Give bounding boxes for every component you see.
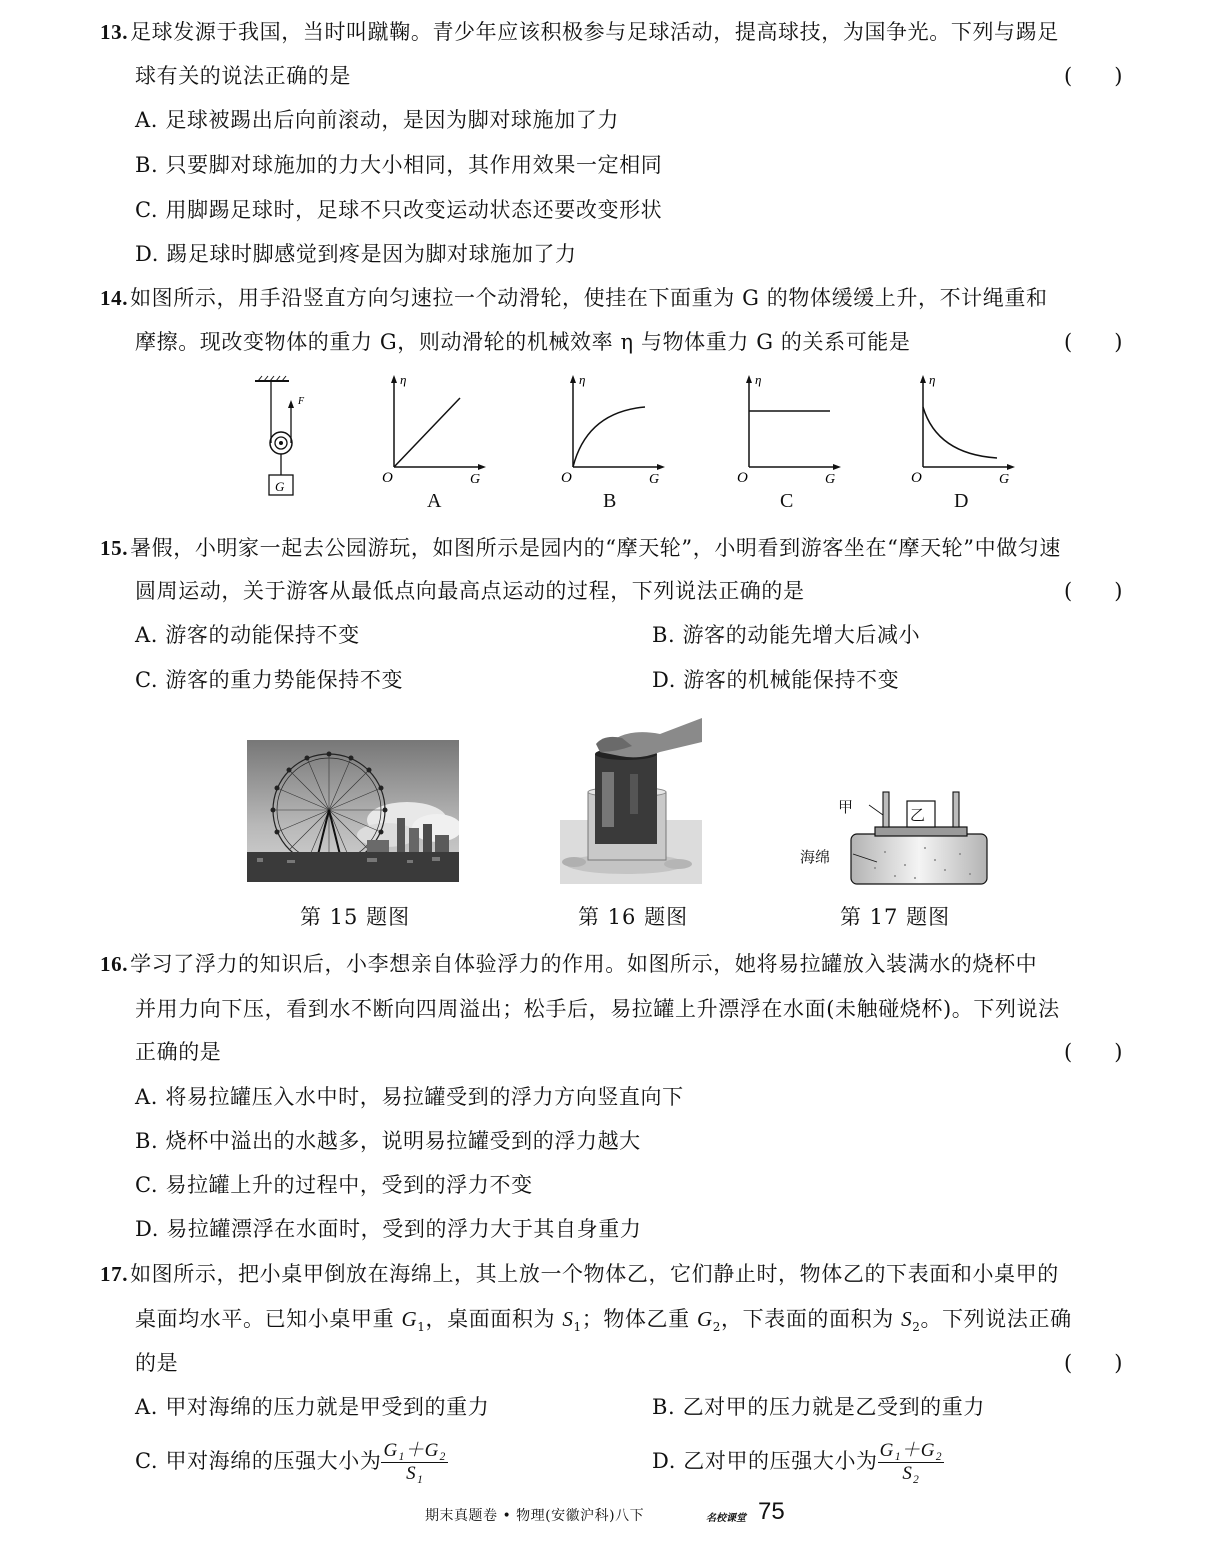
graph-d <box>907 372 1019 487</box>
graph-c <box>733 372 845 487</box>
graph-a <box>378 372 490 487</box>
fig15-caption: 第 15 题图 <box>300 905 411 929</box>
q16-option-d: D. 易拉罐漂浮在水面时，受到的浮力大于其自身重力 <box>135 1217 642 1241</box>
fig17-label-jia: 甲 <box>838 798 854 816</box>
graph-a-x-label: G <box>470 472 481 487</box>
ferris-wheel-photo <box>247 740 459 882</box>
q13-option-b: B. 只要脚对球施加的力大小相同，其作用效果一定相同 <box>135 153 663 177</box>
q13-line1 <box>100 18 1059 46</box>
q17-text2a: 桌面均水平。已知小桌甲重 <box>135 1307 402 1331</box>
q15-line1 <box>100 534 1061 562</box>
q15-number: 15. <box>100 536 129 560</box>
graph-c-origin: O <box>737 470 748 486</box>
q17-option-d-numerator: G₁＋G₂ <box>879 1440 943 1461</box>
graph-c-x-label: G <box>825 472 836 487</box>
fig17-caption: 第 17 题图 <box>840 905 951 929</box>
q17-option-d-fraction <box>878 1440 945 1485</box>
q17-sub-s1: 1 <box>573 1320 582 1335</box>
q17-text2e: 。下列说法正确 <box>920 1307 1072 1331</box>
q16-line2: 并用力向下压，看到水不断向四周溢出；松手后，易拉罐上升漂浮在水面(未触碰烧杯)。下列说法 <box>135 997 1060 1021</box>
graph-b-x-label: G <box>649 472 660 487</box>
q17-option-d-text: D. 乙对甲的压强大小为 <box>652 1449 878 1473</box>
q13-line2: 球有关的说法正确的是 <box>135 64 351 88</box>
q15-line2: 圆周运动，关于游客从最低点向最高点运动的过程，下列说法正确的是 <box>135 579 805 603</box>
graph-b-letter: B <box>603 490 617 512</box>
graph-d-y-label: η <box>929 372 936 387</box>
q17-number: 17. <box>100 1262 129 1286</box>
q14-number: 14. <box>100 286 129 310</box>
q17-option-a: A. 甲对海绵的压力就是甲受到的重力 <box>135 1395 490 1419</box>
q16-number: 16. <box>100 952 129 976</box>
q14-line1 <box>100 284 1048 312</box>
q16-line1 <box>100 950 1037 978</box>
pulley-force-label: F <box>298 396 305 407</box>
graph-c-letter: C <box>780 490 794 512</box>
can-in-beaker-photo <box>560 712 702 884</box>
q16-option-a: A. 将易拉罐压入水中时，易拉罐受到的浮力方向竖直向下 <box>135 1085 684 1109</box>
q17-option-b: B. 乙对甲的压力就是乙受到的重力 <box>652 1395 985 1419</box>
q17-text2b: ，桌面面积为 <box>425 1307 563 1331</box>
footer-brand-logo: 名校课堂 <box>706 1513 746 1524</box>
q17-option-c <box>135 1440 448 1485</box>
q15-option-c: C. 游客的重力势能保持不变 <box>135 668 404 692</box>
q17-option-d-denominator: S₂ <box>902 1463 920 1484</box>
graph-d-letter: D <box>954 490 969 512</box>
q14-answer-paren: ( ) <box>1064 330 1123 354</box>
q13-text1: 足球发源于我国，当时叫蹴鞠。青少年应该积极参与足球活动，提高球技，为国争光。下列与踢足 <box>130 20 1059 44</box>
q17-text2d: ，下表面的面积为 <box>721 1307 902 1331</box>
pulley-figure <box>245 375 315 500</box>
q17-text1: 如图所示，把小桌甲倒放在海绵上，其上放一个物体乙，它们静止时，物体乙的下表面和小桌甲的 <box>130 1262 1059 1286</box>
q16-answer-paren: ( ) <box>1064 1040 1123 1064</box>
fig17-label-sponge: 海绵 <box>800 848 831 866</box>
q17-option-d <box>652 1440 944 1485</box>
graph-a-letter: A <box>427 490 442 512</box>
graph-d-x-label: G <box>999 472 1010 487</box>
q13-answer-paren: ( ) <box>1064 64 1123 88</box>
graph-b-origin: O <box>561 470 572 486</box>
q16-option-c: C. 易拉罐上升的过程中，受到的浮力不变 <box>135 1173 533 1197</box>
q14-line2: 摩擦。现改变物体的重力 G，则动滑轮的机械效率 η 与物体重力 G 的关系可能是 <box>135 330 911 354</box>
q16-line3: 正确的是 <box>135 1040 222 1064</box>
q17-answer-paren: ( ) <box>1064 1351 1123 1375</box>
fig17-label-yi: 乙 <box>910 806 926 824</box>
graph-b <box>557 372 669 487</box>
graph-b-curve <box>573 407 645 467</box>
q17-sym-s2: S <box>901 1307 913 1331</box>
graph-c-y-label: η <box>755 372 762 387</box>
graph-d-origin: O <box>911 470 922 486</box>
page-number: 75 <box>758 1498 785 1525</box>
graph-b-y-label: η <box>579 372 586 387</box>
q17-sym-s1: S <box>562 1307 574 1331</box>
q17-sym-g2: G <box>697 1307 713 1331</box>
q17-option-c-fraction <box>381 1440 448 1485</box>
q15-option-d: D. 游客的机械能保持不变 <box>652 668 900 692</box>
pulley-block-label: G <box>275 479 285 494</box>
q17-option-c-numerator: G₁＋G₂ <box>383 1440 447 1461</box>
graph-a-origin: O <box>382 470 393 486</box>
q15-option-a: A. 游客的动能保持不变 <box>135 623 360 647</box>
q17-sym-g1: G <box>401 1307 418 1331</box>
q17-line3: 的是 <box>135 1351 179 1375</box>
q15-option-b: B. 游客的动能先增大后减小 <box>652 623 921 647</box>
q15-text1: 暑假，小明家一起去公园游玩，如图所示是园内的“摩天轮”，小明看到游客坐在“摩天轮”中做匀速 <box>130 536 1062 560</box>
q16-option-b: B. 烧杯中溢出的水越多，说明易拉罐受到的浮力越大 <box>135 1129 641 1153</box>
q17-line2 <box>135 1305 1072 1341</box>
q17-option-c-denominator: S₁ <box>406 1463 424 1484</box>
q16-text1: 学习了浮力的知识后，小李想亲自体验浮力的作用。如图所示，她将易拉罐放入装满水的烧杯中 <box>130 952 1038 976</box>
q17-text2c: ；物体乙重 <box>581 1307 698 1331</box>
q13-option-d: D. 踢足球时脚感觉到疼是因为脚对球施加了力 <box>135 242 577 266</box>
q13-number: 13. <box>100 20 129 44</box>
graph-a-curve <box>394 398 460 467</box>
q14-text1: 如图所示，用手沿竖直方向匀速拉一个动滑轮，使挂在下面重为 G 的物体缓缓上升，不计绳重和 <box>130 286 1048 310</box>
q17-sub-g1: 1 <box>417 1320 426 1335</box>
q17-option-c-text: C. 甲对海绵的压强大小为 <box>135 1449 382 1473</box>
q17-line1 <box>100 1260 1059 1288</box>
footer-text: 期末真题卷 • 物理(安徽沪科)八下 <box>425 1508 645 1524</box>
fig16-caption: 第 16 题图 <box>578 905 689 929</box>
q13-option-c: C. 用脚踢足球时，足球不只改变运动状态还要改变形状 <box>135 198 663 222</box>
graph-d-curve <box>923 407 997 458</box>
q15-answer-paren: ( ) <box>1064 579 1123 603</box>
q13-option-a: A. 足球被踢出后向前滚动，是因为脚对球施加了力 <box>135 108 619 132</box>
graph-a-y-label: η <box>400 372 407 387</box>
q17-sub-s2: 2 <box>912 1320 921 1335</box>
q17-sub-g2: 2 <box>712 1320 722 1335</box>
